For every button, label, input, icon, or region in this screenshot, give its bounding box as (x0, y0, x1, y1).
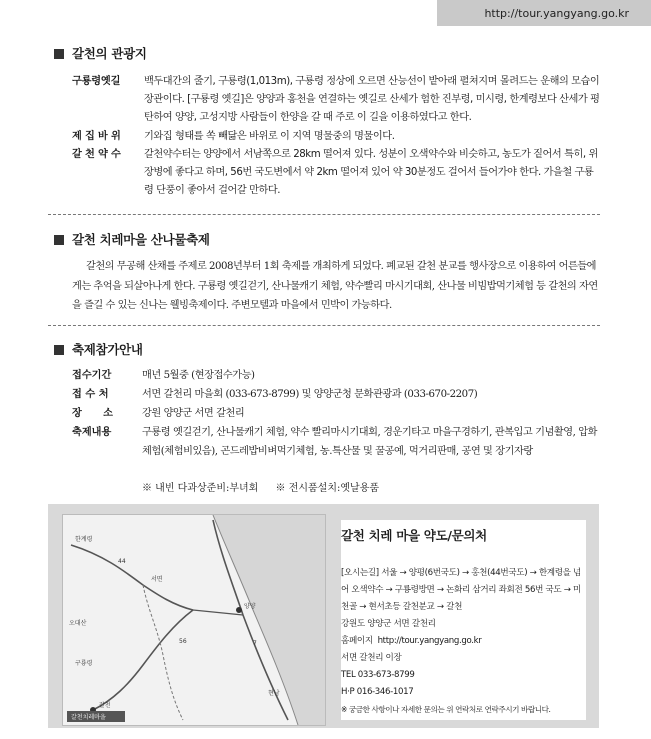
section-title-festival (54, 230, 210, 248)
section-title-guide (54, 340, 143, 358)
header-band (0, 0, 651, 26)
section-marker-icon (54, 49, 64, 59)
sight-label: 갈 천 약 수 (72, 149, 121, 160)
map-illustration (63, 515, 325, 725)
map-label-galcheon: 갈천 (99, 702, 111, 709)
section-title-sights (54, 44, 147, 62)
guide-value: 서면 갈천리 마을회 (033-673-8799) 및 양양군청 문화관광과 (033-670-2207) (142, 389, 478, 400)
map-label-yangyang: 양양 (244, 603, 256, 610)
guide-label: 장 소 (72, 408, 113, 419)
road-56 (93, 610, 193, 710)
map-label-hyeonnam: 현남 (268, 690, 280, 697)
homepage-link[interactable]: http://tour.yangyang.go.kr (377, 636, 482, 646)
guide-value: 구룡령 옛길걷기, 산나물캐기 체험, 약수 빨리마시기대회, 경운기타고 마을구경하기, 관복입고 기념촬영, 압화체험(체험비있음), 곤드레밥비벼먹기체험, 농.특산물 및 꿀공예, 먹거리판매, 공연 및 장기자랑 (142, 427, 598, 457)
contact-body (341, 565, 586, 718)
map-label-seomyeon: 서면 (151, 576, 163, 583)
guide-note: ※ 전시품설치:옛날용품 (275, 483, 380, 494)
site-url-link[interactable]: http://tour.yangyang.go.kr (484, 7, 629, 20)
sight-label: 구룡령옛길 (72, 76, 121, 87)
contact-person: 서면 갈천리 이장 (341, 653, 402, 663)
map-label-route56: 56 (179, 638, 187, 645)
map-label-hangyeryeong: 한계령 (75, 536, 93, 543)
sight-label: 제 집 바 위 (72, 131, 121, 142)
guide-label: 축제내용 (72, 427, 112, 438)
sight-description: 갈천약수터는 양양에서 서남쪽으로 28km 떨어져 있다. 성분이 오색약수와 비슷하고, 농도가 짙어서 특히, 위장병에 좋다고 하며, 56번 국도변에서 약 2km 떨어져 있어 약 30분정도 걸어서 들어가야 한다. 가을철 구룡령 단풍이 좋아서 걸어갈 만하다. (144, 149, 598, 196)
festival-paragraph: 갈천의 무공해 산채를 주제로 2008년부터 1회 축제를 개최하게 되었다. 폐교된 갈천 분교를 행사장으로 이용하여 어른들에게는 추억을 되살아나게 한다. 구룡령 옛길걷기, 산나물캐기 체험, 약수빨리 마시기대회, 산나물 비빔밥먹기체험 등 갈천의 자연을 즐길 수 있는 신나는 웰빙축제이다. 주변모텔과 마을에서 민박이 가능하다. (72, 261, 598, 311)
sight-description: 백두대간의 줄기, 구룡령(1,013m), 구룡령 정상에 오르면 산능선이 밭아래 펼쳐지며 몰려드는 운해의 모습이 장관이다. [구룡령 옛길]은 양양과 홍천을 연결하는 옛길로 산세가 험한 진부령, 미시령, 한계령보다 산세가 평탄하여 양양, 고성지방 사람들이 한양을 갈 때 주로 이 길을 이용하였다고 한다. (144, 76, 600, 123)
homepage-line (341, 633, 586, 650)
map-label-route7: 7 (253, 640, 257, 647)
section-marker-icon (54, 345, 64, 355)
contact-title: 갈천 치레 마을 약도/문의처 (341, 528, 487, 543)
homepage-label: 홈페이지 (341, 636, 373, 646)
location-map (62, 514, 326, 726)
guide-notes (142, 479, 393, 494)
map-label-guryongryeong: 구룡령 (75, 660, 93, 667)
address-text: 강원도 양양군 서면 갈천리 (341, 619, 436, 629)
directions-text: [오시는길] 서울 → 양평(6번국도) → 홍천(44번국도) → 한계령을 넘어 오색약수 → 구룡령방면 → 논화리 삼거리 좌회전 56번 국도 → 미천골 → 현서초등 갈천분교 → 갈천 (341, 568, 581, 612)
guide-note: ※ 내빈 다과상준비:부녀회 (142, 483, 259, 494)
guide-label: 접 수 처 (72, 389, 109, 400)
contact-panel (341, 520, 586, 720)
section-marker-icon (54, 235, 64, 245)
map-label-route44: 44 (118, 558, 126, 565)
connector-road (193, 610, 243, 615)
guide-value: 매년 5월중 (현장접수가능) (142, 370, 255, 381)
map-label-odaesan: 오대산 (69, 620, 87, 627)
header-left (0, 0, 437, 26)
map-label-village: 갈천치레마을 (71, 714, 106, 721)
section-title-text: 갈천의 관광지 (72, 46, 147, 61)
road-44 (71, 545, 193, 610)
guide-label: 접수기간 (72, 370, 112, 381)
section-title-text: 축제참가안내 (72, 342, 143, 357)
guide-value: 강원 양양군 서면 갈천리 (142, 408, 245, 419)
contact-tel: TEL 033-673-8799 (341, 670, 415, 680)
contact-hp: H·P 016-346-1017 (341, 687, 414, 697)
yangyang-marker-icon (236, 607, 242, 613)
contact-note: ※ 궁금한 사항이나 자세한 문의는 위 연락처로 연락주시기 바랍니다. (341, 705, 551, 714)
section-divider (48, 325, 600, 326)
section-divider (48, 214, 600, 215)
section-title-text: 갈천 치레마을 산나물축제 (72, 232, 210, 247)
sight-description: 기와집 형태를 쏙 빼닮은 바위로 이 지역 명물중의 명물이다. (144, 131, 395, 142)
